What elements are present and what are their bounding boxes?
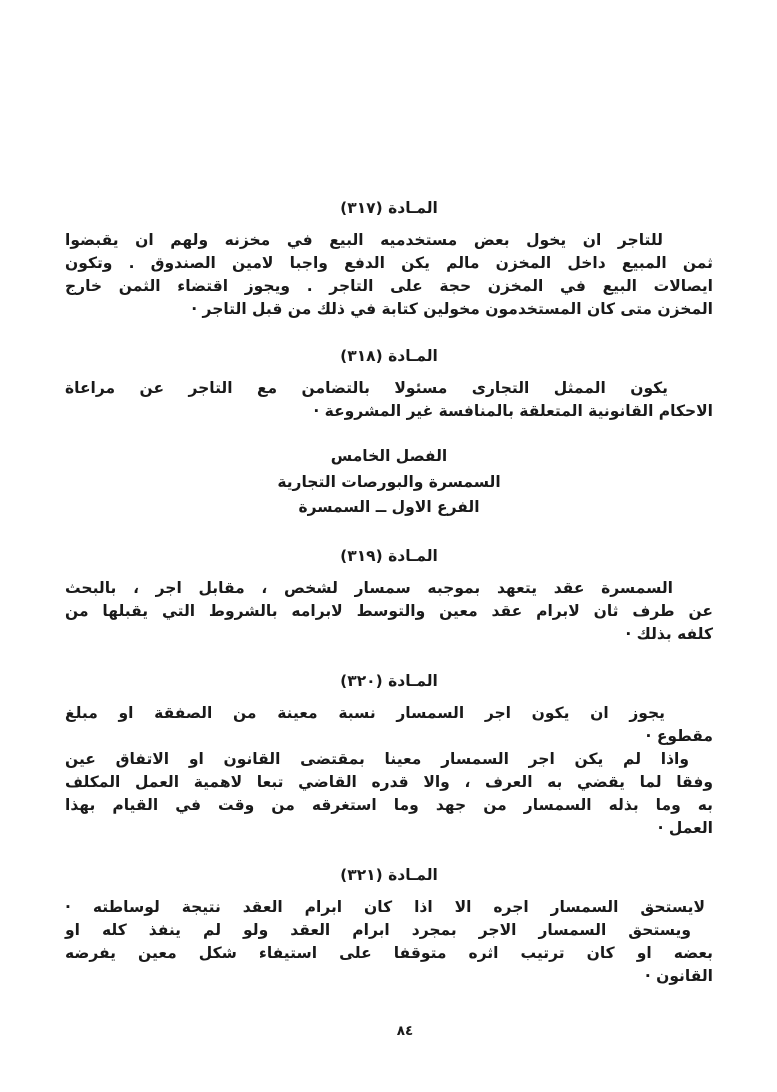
article-body-321-paragraph-2: [65, 919, 713, 988]
article-heading-319: المـادة (٣١٩): [340, 546, 438, 565]
article-body-317: [65, 229, 713, 321]
text-line: وفقا لما يقضي به العرف ، والا قدره القاضي تبعا لاهمية العمل المكلف: [65, 772, 713, 791]
text-line: السمسرة عقد يتعهد بموجبه سمسار لشخص ، مقابل اجر ، بالبحث: [65, 578, 673, 597]
article-body-319: [65, 577, 713, 646]
article-body-321-paragraph-1: [65, 896, 713, 919]
text-line: العمل ·: [657, 818, 713, 837]
text-line: به وما بذله السمسار من جهد وما استغرقه من وقت في القيام بهذا: [65, 795, 713, 814]
article-heading-317: المـادة (٣١٧): [340, 199, 438, 217]
chapter-branch-title: الفرع الاول ــ السمسرة: [298, 498, 480, 516]
text-line: يكون الممثل التجارى مسئولا بالتضامن مع التاجر عن مراعاة: [65, 379, 668, 397]
text-line: يجوز ان يكون اجر السمسار نسبة معينة من الصفقة او مبلغ: [65, 703, 665, 722]
chapter-heading-block: [65, 444, 713, 521]
text-line: ثمن المبيع داخل المخزن مالم يكن الدفع واجبا لامين الصندوق . وتكون: [65, 254, 713, 272]
text-line: بعضه او كان ترتيب اثره متوقفا على استيفاء شكل معين يفرضه: [65, 943, 713, 962]
article-heading-321: المـادة (٣٢١): [340, 865, 438, 884]
text-line: المخزن متى كان المستخدمون مخولين كتابة في ذلك من قبل التاجر ·: [191, 300, 713, 318]
text-line: القانون ·: [644, 966, 713, 985]
text-line: ايصالات البيع في المخزن حجة على التاجر . ويجوز اقتضاء الثمن خارج: [65, 277, 713, 295]
text-line: كلفه بذلك ·: [625, 624, 713, 643]
article-heading-318: المـادة (٣١٨): [340, 347, 438, 365]
text-line: الاحكام القانونية المتعلقة بالمنافسة غير المشروعة ·: [313, 402, 713, 420]
document-text: [65, 197, 713, 988]
page-number: ٨٤: [396, 1023, 414, 1039]
article-body-320-paragraph-1: [65, 702, 713, 748]
text-line: للتاجر ان يخول بعض مستخدميه البيع في مخزنه ولهم ان يقبضوا: [65, 231, 663, 249]
text-line: لايستحق السمسار اجره الا اذا كان ابرام العقد نتيجة لوساطته ·: [65, 897, 705, 916]
text-line: مقطوع ·: [645, 726, 713, 745]
chapter-subtitle: السمسرة والبورصات التجارية: [277, 472, 501, 491]
article-body-318: [65, 377, 713, 423]
text-line: عن طرف ثان لابرام عقد معين والتوسط لابرامه بالشروط التي يقبلها من: [65, 601, 713, 620]
text-line: واذا لم يكن اجر السمسار معينا بمقتضى القانون او الاتفاق عين: [65, 749, 689, 768]
article-heading-320: المـادة (٣٢٠): [340, 671, 438, 690]
text-line: ويستحق السمسار الاجر بمجرد ابرام العقد ولو لم ينفذ كله او: [65, 920, 691, 939]
article-body-320-paragraph-2: [65, 748, 713, 840]
chapter-title: الفصل الخامس: [330, 447, 448, 465]
